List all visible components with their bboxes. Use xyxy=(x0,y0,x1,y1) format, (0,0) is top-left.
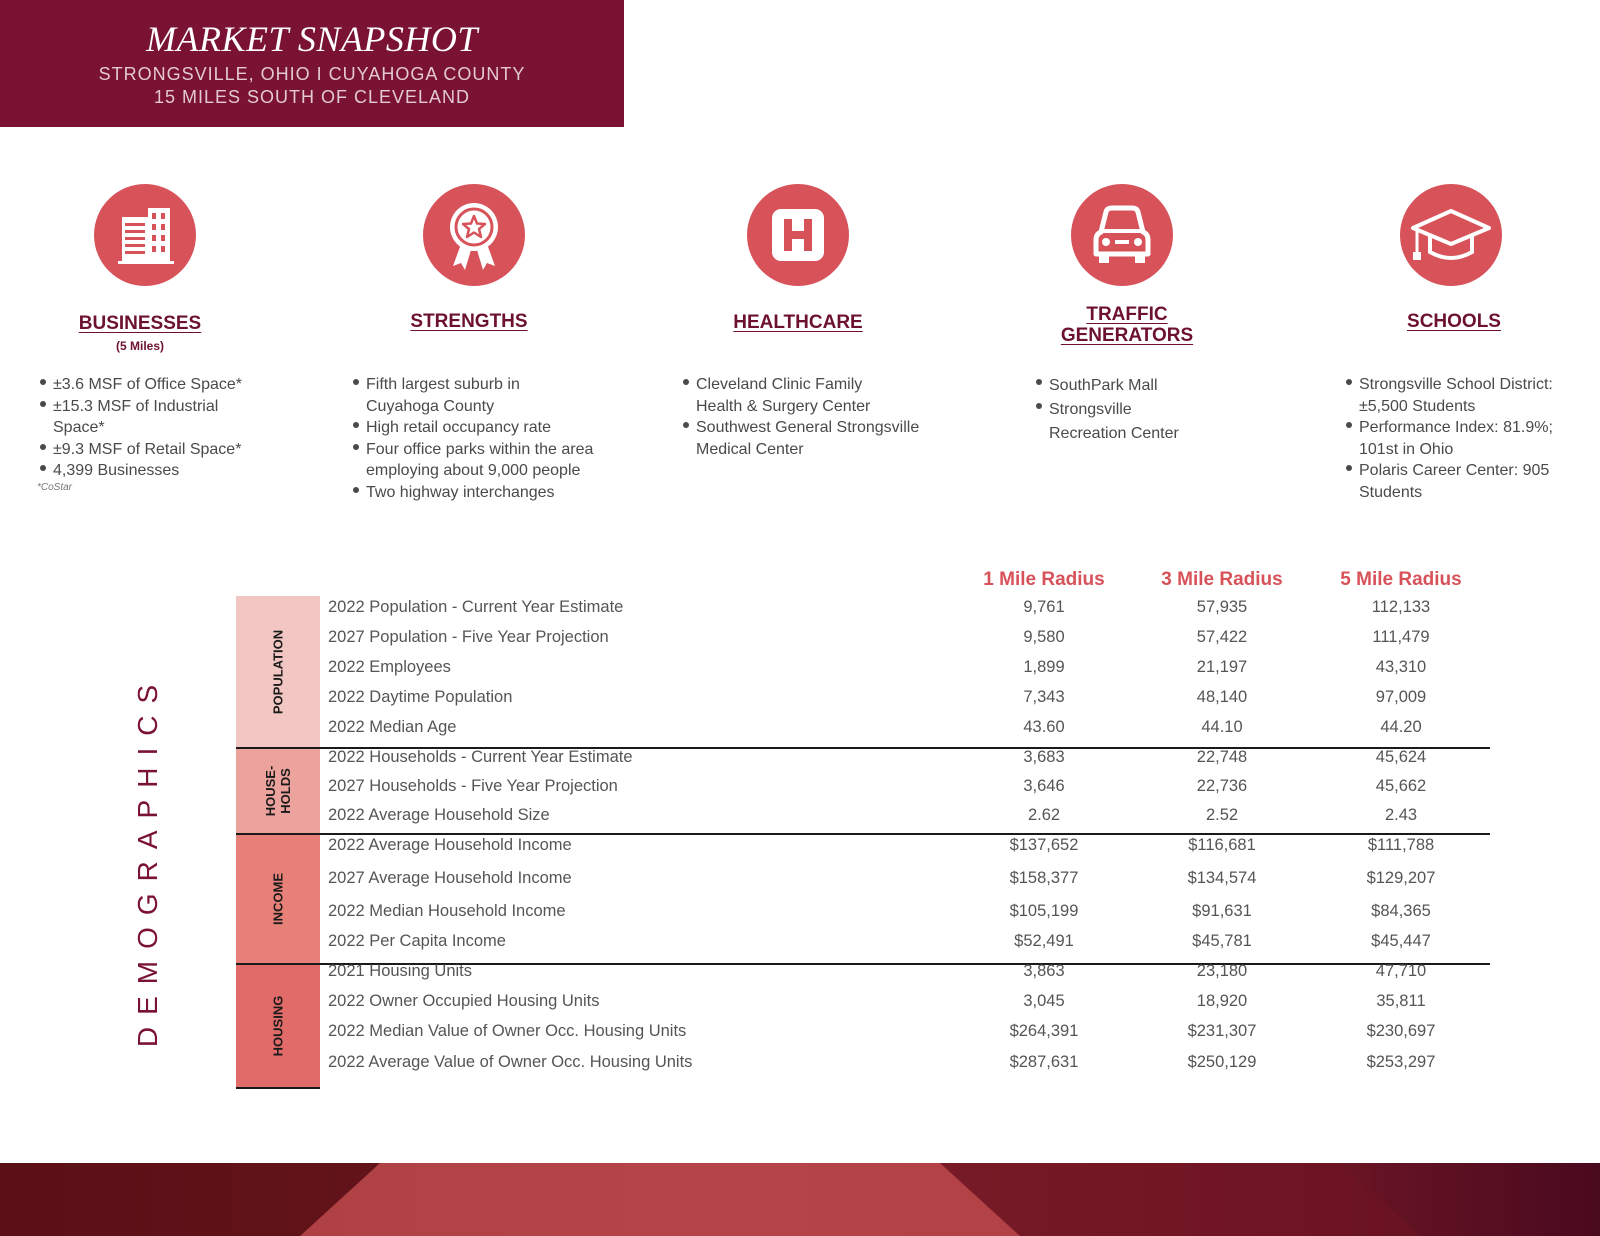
table-cell: 111,479 xyxy=(1372,628,1430,646)
table-cell: $230,697 xyxy=(1366,1022,1436,1040)
income-group-label: INCOME xyxy=(236,834,320,964)
table-cell: 22,748 xyxy=(1196,748,1248,766)
table-cell: 23,180 xyxy=(1196,962,1248,980)
table-cell: 43.60 xyxy=(1023,718,1065,736)
list-item: Polaris Career Center: 905 Students xyxy=(1346,460,1586,503)
table-cell: 44.10 xyxy=(1201,718,1243,736)
table-cell: $134,574 xyxy=(1187,869,1257,887)
list-item: ±15.3 MSF of Industrial Space* xyxy=(40,396,240,439)
healthcare-list xyxy=(683,374,943,460)
table-cell: 57,935 xyxy=(1196,598,1248,616)
businesses-list xyxy=(40,374,280,482)
housing-group-label: HOUSING xyxy=(236,964,320,1088)
table-cell: 48,140 xyxy=(1196,688,1248,706)
table-cell: $250,129 xyxy=(1187,1053,1257,1071)
table-cell: $84,365 xyxy=(1371,902,1431,920)
table-cell: $105,199 xyxy=(1009,902,1079,920)
row-label: 2022 Median Household Income xyxy=(328,902,566,920)
table-cell: $52,491 xyxy=(1014,932,1074,950)
row-label: 2027 Households - Five Year Projection xyxy=(328,777,618,795)
column-header-3-mile: 3 Mile Radius xyxy=(1161,569,1283,590)
list-item: ±9.3 MSF of Retail Space* xyxy=(40,439,280,461)
row-label: 2022 Employees xyxy=(328,658,451,676)
list-item: Southwest General Strongsville Medical Center xyxy=(683,417,923,460)
row-label: 2022 Per Capita Income xyxy=(328,932,506,950)
table-cell: 7,343 xyxy=(1023,688,1065,706)
traffic-title-line2: GENERATORS xyxy=(1060,325,1194,346)
traffic-title-line1: TRAFFIC xyxy=(1086,304,1168,325)
list-item: High retail occupancy rate xyxy=(353,417,613,439)
list-item: Strongsville School District: ±5,500 Students xyxy=(1346,374,1566,417)
demographics-heading: DEMOGRAPHICS xyxy=(132,672,163,1048)
table-cell: 3,683 xyxy=(1023,748,1065,766)
table-cell: $45,781 xyxy=(1192,932,1252,950)
page-title: MARKET SNAPSHOT xyxy=(146,19,478,59)
table-cell: 97,009 xyxy=(1375,688,1427,706)
row-label: 2022 Daytime Population xyxy=(328,688,513,706)
location-subtitle: STRONGSVILLE, OHIO I CUYAHOGA COUNTY xyxy=(98,64,526,84)
row-label: 2022 Median Value of Owner Occ. Housing Units xyxy=(328,1022,687,1040)
table-cell: $91,631 xyxy=(1192,902,1252,920)
schools-list xyxy=(1346,374,1596,503)
list-item: Fifth largest suburb in Cuyahoga County xyxy=(353,374,558,417)
list-item: Strongsville Recreation Center xyxy=(1036,398,1196,446)
column-header-5-mile: 5 Mile Radius xyxy=(1340,569,1462,590)
list-item: Four office parks within the area employing about 9,000 people xyxy=(353,439,603,482)
table-cell: 1,899 xyxy=(1023,658,1065,676)
row-label: 2027 Average Household Income xyxy=(328,869,572,887)
table-cell: $264,391 xyxy=(1009,1022,1079,1040)
row-label: 2022 Average Household Income xyxy=(328,836,572,854)
traffic-generators-list xyxy=(1036,374,1236,446)
list-item: Performance Index: 81.9%; 101st in Ohio xyxy=(1346,417,1578,460)
row-label: 2027 Population - Five Year Projection xyxy=(328,628,609,646)
costar-footnote: *CoStar xyxy=(37,482,73,493)
table-cell: $231,307 xyxy=(1187,1022,1257,1040)
table-cell: 21,197 xyxy=(1196,658,1248,676)
graduation-cap-icon xyxy=(1400,184,1502,286)
list-item: Two highway interchanges xyxy=(353,482,613,504)
header-banner xyxy=(0,0,624,127)
row-label: 2022 Median Age xyxy=(328,718,457,736)
distance-subtitle: 15 MILES SOUTH OF CLEVELAND xyxy=(153,87,471,107)
table-cell: 35,811 xyxy=(1376,992,1426,1010)
table-cell: 2.52 xyxy=(1205,806,1239,824)
population-group-label: POPULATION xyxy=(236,596,320,748)
row-label: 2022 Average Value of Owner Occ. Housing Units xyxy=(328,1053,693,1071)
schools-title: SCHOOLS xyxy=(1407,311,1501,332)
table-cell: 22,736 xyxy=(1196,777,1248,795)
table-cell: $116,681 xyxy=(1188,836,1256,854)
table-cell: 3,863 xyxy=(1023,962,1065,980)
row-label: 2021 Housing Units xyxy=(328,962,473,980)
hospital-h-icon xyxy=(747,184,849,286)
businesses-title: BUSINESSES xyxy=(78,313,202,334)
list-item: 4,399 Businesses xyxy=(40,460,280,482)
table-cell: $287,631 xyxy=(1009,1053,1079,1071)
table-cell: $111,788 xyxy=(1367,836,1435,854)
table-cell: 112,133 xyxy=(1371,598,1431,616)
table-cell: 3,646 xyxy=(1023,777,1065,795)
list-item: Cleveland Clinic Family Health & Surgery Center xyxy=(683,374,903,417)
list-item: ±3.6 MSF of Office Space* xyxy=(40,374,280,396)
table-cell: 3,045 xyxy=(1023,992,1065,1010)
table-cell: 44.20 xyxy=(1380,718,1422,736)
table-cell: 45,624 xyxy=(1375,748,1427,766)
list-item: SouthPark Mall xyxy=(1036,374,1236,398)
table-cell: 2.62 xyxy=(1027,806,1061,824)
table-cell: $137,652 xyxy=(1009,836,1079,854)
table-cell: 9,580 xyxy=(1023,628,1065,646)
row-label: 2022 Average Household Size xyxy=(328,806,550,824)
table-cell: 18,920 xyxy=(1196,992,1248,1010)
table-cell: 45,662 xyxy=(1375,777,1427,795)
table-cell: $45,447 xyxy=(1371,932,1431,950)
table-bottom-rule xyxy=(236,1087,320,1089)
column-header-1-mile: 1 Mile Radius xyxy=(983,569,1105,590)
table-cell: $253,297 xyxy=(1366,1053,1436,1071)
table-cell: 57,422 xyxy=(1196,628,1248,646)
businesses-radius-note: (5 Miles) xyxy=(115,339,164,353)
row-label: 2022 Population - Current Year Estimate xyxy=(328,598,624,616)
award-ribbon-icon xyxy=(423,184,525,286)
row-label: 2022 Owner Occupied Housing Units xyxy=(328,992,600,1010)
strengths-title: STRENGTHS xyxy=(410,311,528,332)
row-label: 2022 Households - Current Year Estimate xyxy=(328,748,633,766)
households-group-label: HOUSE- HOLDS xyxy=(236,748,320,834)
footer-graphic xyxy=(0,1163,1600,1236)
table-cell: $158,377 xyxy=(1009,869,1079,887)
table-cell: $129,207 xyxy=(1366,869,1436,887)
table-cell: 43,310 xyxy=(1375,658,1427,676)
table-cell: 2.43 xyxy=(1384,806,1418,824)
traffic-generators-title xyxy=(1027,304,1227,346)
strengths-list xyxy=(353,374,613,503)
group-divider xyxy=(236,833,1490,835)
table-cell: 9,761 xyxy=(1023,598,1065,616)
healthcare-title: HEALTHCARE xyxy=(733,312,863,333)
footer-band xyxy=(0,1163,1600,1236)
car-icon xyxy=(1071,184,1173,286)
table-cell: 47,710 xyxy=(1375,962,1427,980)
office-buildings-icon xyxy=(94,184,196,286)
